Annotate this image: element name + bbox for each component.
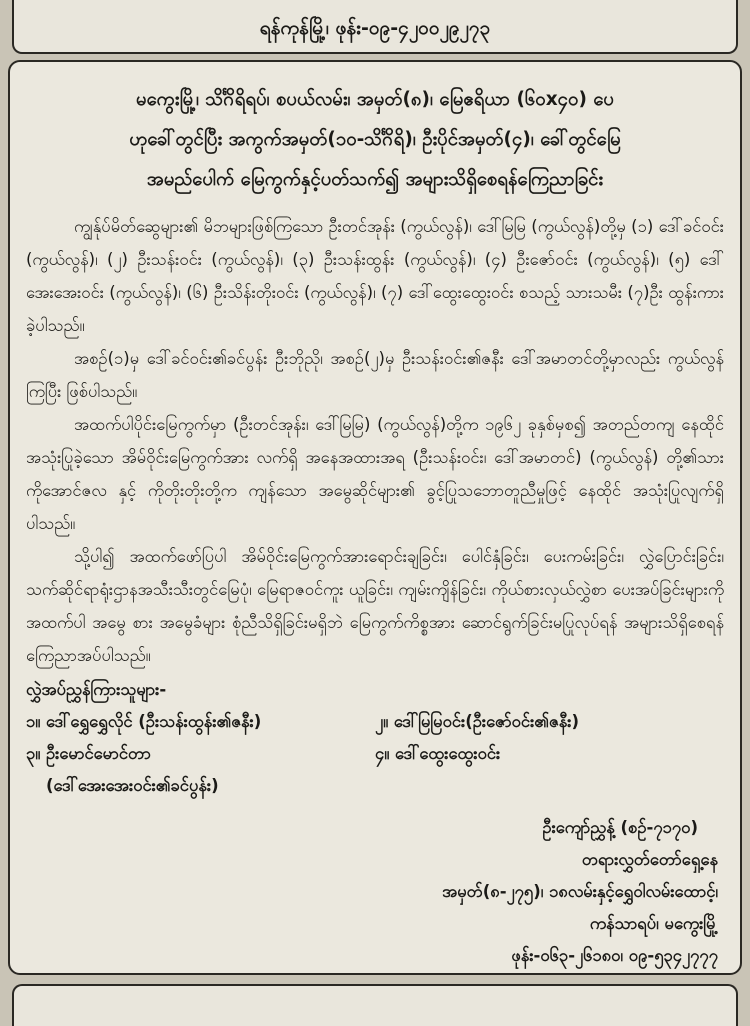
witness-list: [26, 706, 724, 802]
previous-notice-fragment: [12, 0, 738, 54]
body-paragraph-1: ကျွန်ုပ်မိတ်ဆွေများ၏ မိဘများဖြစ်ကြသော ဦးတင်အုန်း (ကွယ်လွန်)၊ ဒေါ်မြမြ (ကွယ်လွန်)တို့မှ (၁) ဒေါ်ခင်ဝင်း (ကွယ်လွန်)၊ (၂) ဦးသန်းဝင်း (ကွယ်လွန်)၊ (၃) ဦးသန်းထွန်း (ကွယ်လွန်)၊ (၄) ဦးဇော်ဝင်း (ကွယ်လွန်)၊ (၅) ဒေါ်အေးအေးဝင်း (ကွယ်လွန်)၊ (၆) ဦးသိန်းတိုးဝင်း (ကွယ်လွန်)၊ (၇) ဒေါ်ထွေးထွေးဝင်း စသည့် သားသမီး (၇)ဦး ထွန်းကားခဲ့ပါသည်။: [26, 217, 724, 335]
lawyer-name: ဦးကျော်ညွှန့် (စဉ်-၇၁၇၀): [542, 818, 698, 837]
title-line-1: မကွေးမြို့၊ သိင်္ဂိရိရပ်၊ စပယ်လမ်း၊ အမှတ်(၈)၊ မြေဧရိယာ (၆၀x၄၀) ပေ: [136, 89, 614, 110]
lawyer-phone: ဖုန်း-၀၆၃-၂၆၁၈၀၊ ၀၉-၅၃၄၂၇၇၇: [511, 946, 718, 965]
lawyer-title: တရားလွှတ်တော်ရှေ့နေ: [581, 850, 718, 869]
title-line-2: ဟုခေါ်တွင်ပြီး အကွက်အမှတ်(၁၀-သိင်္ဂိရိ)၊ ဦးပိုင်အမှတ်(၄)၊ ခေါ်တွင်မြေ: [129, 129, 621, 150]
witness-note: (ဒေါ်အေးအေးဝင်း၏ခင်ပွန်း): [46, 776, 219, 795]
witness-label: လွှဲအပ်ညွှန်ကြားသူများ-: [26, 680, 167, 699]
next-notice-fragment: [12, 984, 738, 1026]
body-paragraph-4: သို့ပါ၍ အထက်ဖော်ပြပါ အိမ်ဝိုင်းမြေကွက်အားရောင်းချခြင်း၊ ပေါင်နှံခြင်း၊ ပေးကမ်းခြင်း၊ လွှဲပြောင်းခြင်း၊ သက်ဆိုင်ရာရုံးဌာနအသီးသီးတွင်မြေပုံ၊ မြေရာဇဝင်ကူး ယူခြင်း၊ ကျမ်းကျိန်ခြင်း၊ ကိုယ်စားလှယ်လွှဲစာ ပေးအပ်ခြင်းများကို အထက်ပါ အမွေ စား အမွေခံများ စုံညီသိရှိခြင်းမရှိဘဲ မြေကွက်ကိစ္စအား ဆောင်ရွက်ခြင်းမပြုလုပ်ရန် အများသိရှိစေရန်ကြေညာအပ်ပါသည်။: [26, 547, 724, 665]
witness-1: ၁။ ဒေါ်ရွှေရွှေလိုင် (ဦးသန်းထွန်း၏ဇနီး): [26, 712, 262, 731]
body-paragraph-3: အထက်ပါပိုင်းမြေကွက်မှာ (ဦးတင်အုန်း၊ ဒေါ်မြမြ) (ကွယ်လွန်)တို့က ၁၉၆၂ ခုနှစ်မှစ၍ အတည်တကျ နေထိုင်အသုံးပြုခဲ့သော အိမ်ဝိုင်းမြေကွက်အား လက်ရှိ အနေအထားအရ (ဦးသန်းဝင်း၊ ဒေါ်အမာတင်) (ကွယ်လွန်) တို့၏သား ကိုအောင်ဇလ နှင့် ကိုတိုးတိုးတို့က ကျန်သော အမွေဆိုင်များ၏ ခွင့်ပြုသဘောတူညီမှုဖြင့် နေထိုင် အသုံးပြုလျက်ရှိပါသည်။: [26, 415, 724, 533]
notice-title: [26, 80, 724, 200]
lawyer-address-2: ကန်သာရပ်၊ မကွေးမြို့: [589, 914, 718, 933]
lawyer-address-1: အမှတ်(၈-၂၇၅)၊ ၁၈လမ်းနှင့်ရွှေဝါလမ်းထောင့်၊: [442, 882, 718, 901]
contact-phone-line: ရန်ကုန်မြို့၊ ဖုန်း-၀၉-၄၂၀၀၂၉၂၇၃: [259, 17, 491, 39]
land-notice-box: [8, 60, 742, 975]
cut-off-text-bottom: [14, 986, 736, 990]
title-line-3: အမည်ပေါက် မြေကွက်နှင့်ပတ်သက်၍ အများသိရှိစေရန်ကြေညာခြင်း: [146, 169, 604, 190]
witness-2: ၂။ ဒေါ်မြမြဝင်း(ဦးဇော်ဝင်း၏ဇနီး): [375, 712, 580, 731]
body-paragraph-2: အစဉ်(၁)မှ ဒေါ်ခင်ဝင်း၏ခင်ပွန်း ဦးဘိုညို၊ အစဉ်(၂)မှ ဦးသန်းဝင်း၏ဇနီး ဒေါ်အမာတင်တို့မှာလည်း ကွယ်လွန်ကြပြီး ဖြစ်ပါသည်။: [26, 349, 724, 401]
lawyer-signature-block: [26, 812, 724, 972]
witness-3: ၃။ ဦးမောင်မောင်တာ: [26, 744, 151, 763]
witness-4: ၄။ ဒေါ်ထွေးထွေးဝင်း: [375, 744, 501, 763]
